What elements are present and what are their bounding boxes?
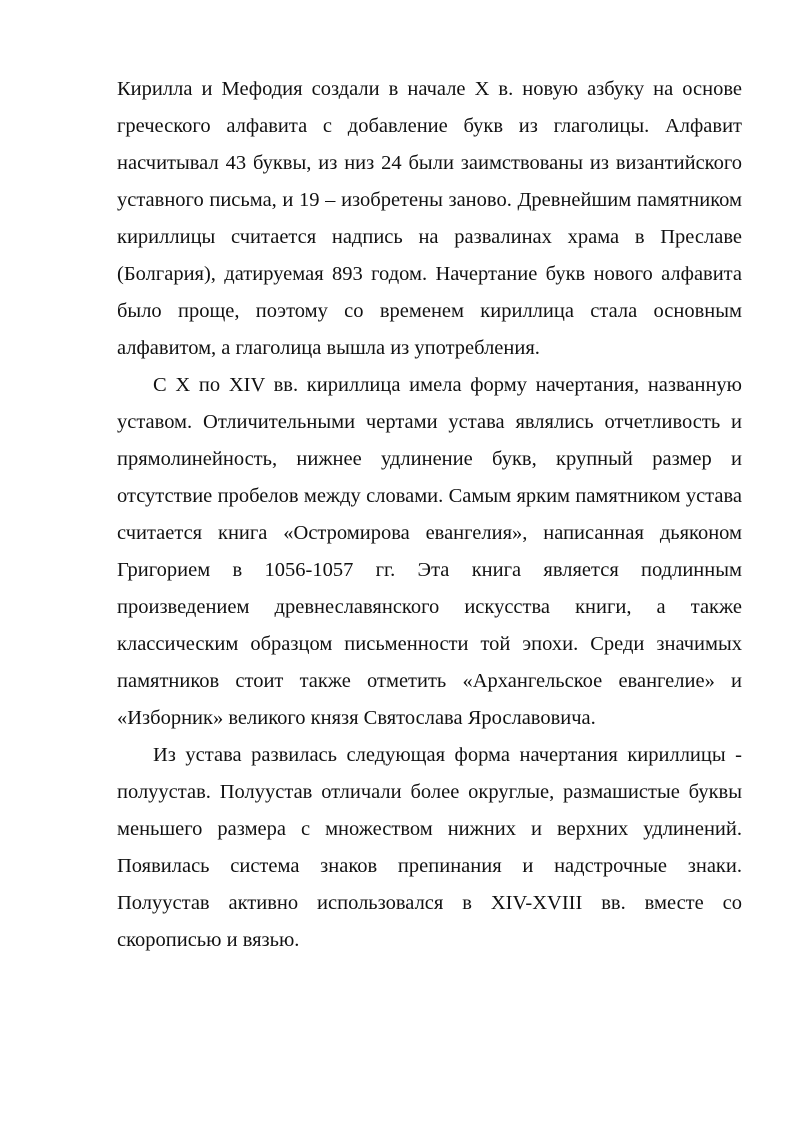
paragraph-cyrillic-origin: Кирилла и Мефодия создали в начале Х в. новую азбуку на основе греческого алфавита с добавление букв из глаголицы. Алфавит насчитывал 43 буквы, из низ 24 были заимствованы из византийского уставного письма, и 19 – изобретены заново. Древнейшим памятником кириллицы считается надпись на развалинах храма в Преславе (Болгария), датируемая 893 годом. Начертание букв нового алфавита было проще, поэтому со временем кириллица стала основным алфавитом, а глаголица вышла из употребления. — [117, 78, 742, 359]
paragraph-ustav: С Х по XIV вв. кириллица имела форму начертания, названную уставом. Отличительными чертами устава являлись отчетливость и прямолинейность, нижнее удлинение букв, крупный размер и отсутствие пробелов между словами. Самым ярким памятником устава считается книга «Остромирова евангелия», написанная дьяконом Григорием в 1056-1057 гг. Эта книга является подлинным произведением древнеславянского искусства книги, а также классическим образцом письменности той эпохи. Среди значимых памятников стоит также отметить «Архангельское евангелие» и «Изборник» великого князя Святослава Ярославовича. — [117, 374, 742, 729]
paragraph-poluustav: Из устава развилась следующая форма начертания кириллицы - полуустав. Полуустав отличали более округлые, размашистые буквы меньшего размера с множеством нижних и верхних удлинений. Появилась система знаков препинания и надстрочные знаки. Полуустав активно использовался в XIV-XVIII вв. вместе со скорописью и вязью. — [117, 744, 742, 951]
document-page — [117, 71, 742, 959]
